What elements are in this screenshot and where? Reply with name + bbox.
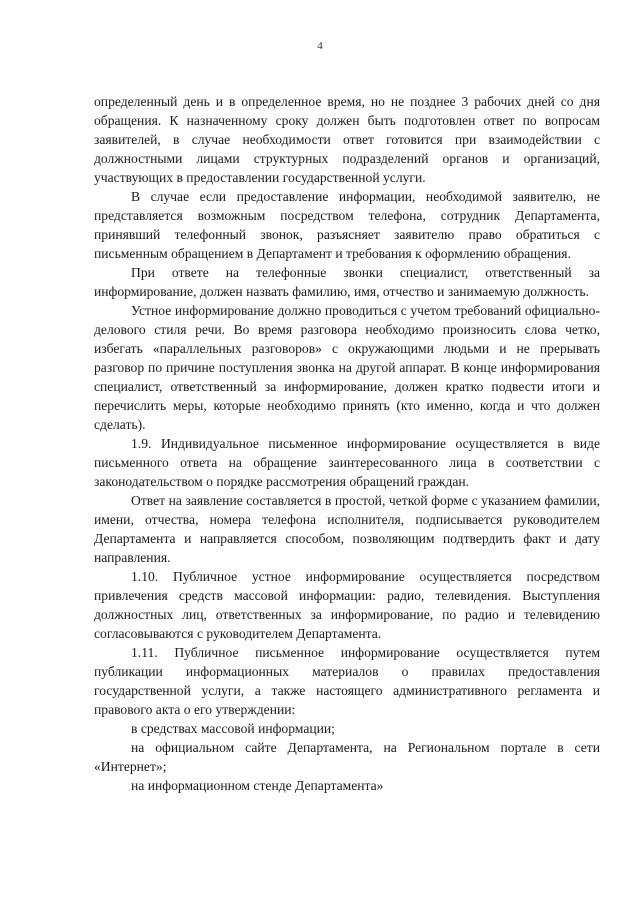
- paragraph-5: 1.9. Индивидуальное письменное информирование осуществляется в виде письменного ответа на обращение заинтересованного лица в соответствии с законодательством о порядке рассмотрения обращений граждан.: [94, 436, 600, 489]
- page-number: 4: [317, 40, 323, 52]
- paragraph-6: Ответ на заявление составляется в простой, четкой форме с указанием фамилии, имени, отчества, номера телефона исполнителя, подписывается руководителем Департамента и направляется способом, позволяющим подтвердить факт и дату направления.: [94, 493, 600, 565]
- paragraph-8: 1.11. Публичное письменное информирование осуществляется путем публикации информационных материалов о правилах предоставления государственной услуги, а также настоящего административного регламента и правового акта о его утверждении:: [94, 645, 600, 717]
- document-body: [94, 92, 600, 795]
- paragraph-7: 1.10. Публичное устное информирование осуществляется посредством привлечения средств массовой информации: радио, телевидения. Выступления должностных лиц, ответственных за информирование, по радио и телевидению согласовываются с руководителем Департамента.: [94, 569, 600, 641]
- list-item-info-stand: на информационном стенде Департамента»: [131, 778, 384, 793]
- paragraph-1: определенный день и в определенное время, но не позднее 3 рабочих дней со дня обращения. К назначенному сроку должен быть подготовлен ответ по вопросам заявителей, в случае необходимости ответ готовится при взаимодействии с должностными лицами структурных подразделений органов и организаций, участвующих в предоставлении государственной услуги.: [94, 94, 600, 185]
- paragraph-4: Устное информирование должно проводиться с учетом требований официально-делового стиля речи. Во время разговора необходимо произносить слова четко, избегать «параллельных разговоров» с окружающими людьми и не прерывать разговор по причине поступления звонка на другой аппарат. В конце информирования специалист, ответственный за информирование, должен кратко подвести итоги и перечислить меры, которые необходимо принять (кто именно, когда и что должен сделать).: [94, 303, 600, 432]
- paragraph-3: При ответе на телефонные звонки специалист, ответственный за информирование, должен назвать фамилию, имя, отчество и занимаемую должность.: [94, 265, 600, 299]
- list-item-mass-media: в средствах массовой информации;: [131, 721, 335, 736]
- list-item-official-site: на официальном сайте Департамента, на Региональном портале в сети «Интернет»;: [94, 740, 600, 774]
- paragraph-2: В случае если предоставление информации, необходимой заявителю, не представляется возможным посредством телефона, сотрудник Департамента, принявший телефонный звонок, разъясняет заявителю право обратиться с письменным обращением в Департамент и требования к оформлению обращения.: [94, 189, 600, 261]
